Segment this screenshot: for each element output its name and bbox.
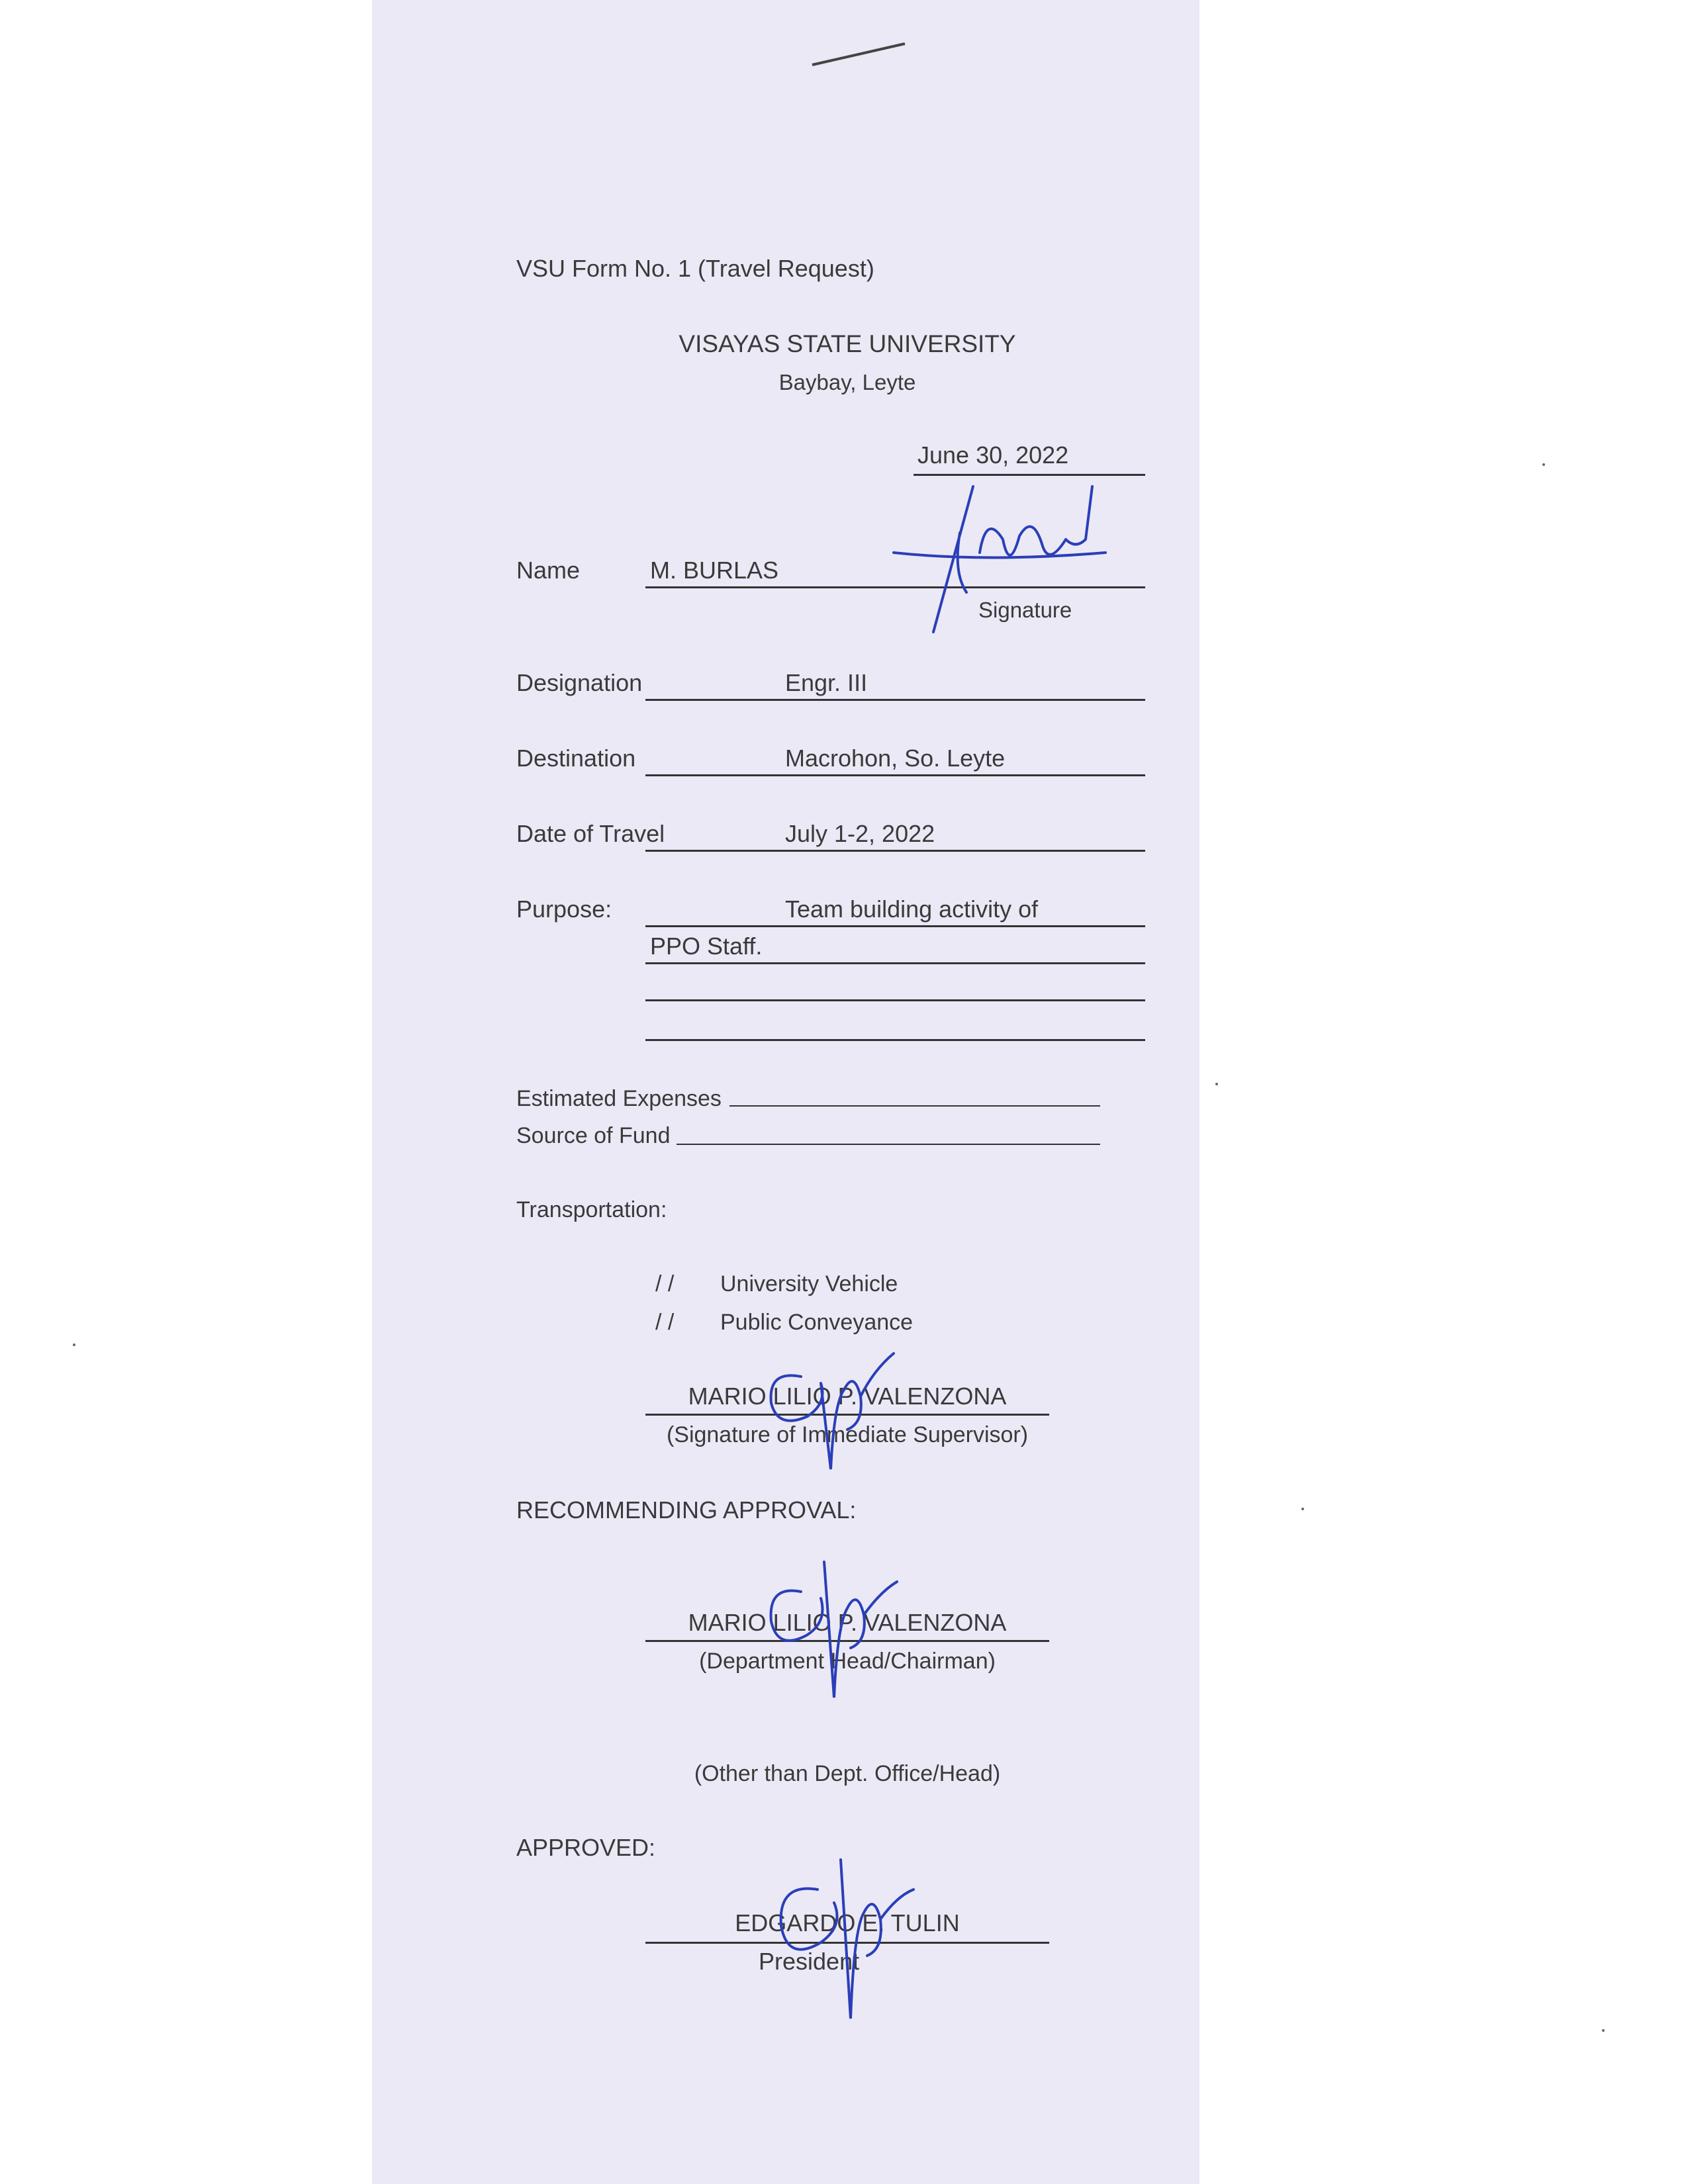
- designation-line: [645, 699, 1145, 701]
- purpose-line-2: PPO Staff.: [650, 933, 763, 960]
- scan-speck: [1215, 1083, 1218, 1085]
- estimated-expenses-label: Estimated Expenses: [516, 1086, 722, 1111]
- university-location: Baybay, Leyte: [778, 370, 916, 394]
- transportation-label: Transportation:: [516, 1197, 667, 1222]
- transport-option-public-conveyance: Public Conveyance: [720, 1310, 914, 1335]
- form-number: VSU Form No. 1 (Travel Request): [516, 255, 874, 282]
- university-name: VISAYAS STATE UNIVERSITY: [679, 330, 1016, 357]
- name-label: Name: [516, 557, 581, 584]
- approver-role: President: [759, 1948, 860, 1975]
- supervisor-role: (Signature of Immediate Supervisor): [666, 1422, 1029, 1447]
- scan-speck: [1301, 1508, 1304, 1510]
- other-than-dept-label: (Other than Dept. Office/Head): [694, 1761, 1001, 1786]
- estimated-expenses-line: [729, 1105, 1100, 1107]
- recommending-signature: [741, 1559, 914, 1714]
- requester-signature: [887, 473, 1112, 649]
- transport-mark-2: / /: [655, 1310, 675, 1335]
- designation-value: Engr. III: [785, 669, 868, 696]
- scan-speck: [1542, 463, 1545, 466]
- destination-label: Destination: [516, 745, 636, 772]
- approver-signature: [755, 1856, 927, 2032]
- purpose-line-1: Team building activity of: [785, 895, 1039, 923]
- transport-mark-1: / /: [655, 1271, 675, 1297]
- recommending-role: (Department Head/Chairman): [699, 1649, 996, 1674]
- source-of-fund-label: Source of Fund: [516, 1123, 671, 1148]
- scan-speck: [73, 1343, 75, 1346]
- source-of-fund-line: [677, 1144, 1100, 1145]
- recommending-name: MARIO LILIO P. VALENZONA: [688, 1609, 1007, 1636]
- supervisor-name: MARIO LILIO P. VALENZONA: [688, 1383, 1007, 1410]
- date-of-travel-value: July 1-2, 2022: [785, 820, 935, 847]
- designation-label: Designation: [516, 669, 643, 696]
- approved-heading: APPROVED:: [516, 1834, 656, 1861]
- destination-line: [645, 774, 1145, 776]
- recommending-heading: RECOMMENDING APPROVAL:: [516, 1496, 857, 1524]
- scan-speck: [1602, 2029, 1605, 2032]
- date-of-travel-label: Date of Travel: [516, 820, 665, 847]
- name-value: M. BURLAS: [650, 557, 779, 584]
- purpose-underline-3: [645, 999, 1145, 1001]
- request-date: June 30, 2022: [917, 441, 1069, 469]
- date-of-travel-line: [645, 850, 1145, 852]
- destination-value: Macrohon, So. Leyte: [785, 745, 1006, 772]
- purpose-label: Purpose:: [516, 895, 612, 923]
- transport-option-university-vehicle: University Vehicle: [720, 1271, 898, 1297]
- purpose-underline-1: [645, 925, 1145, 927]
- signature-label: Signature: [978, 598, 1072, 622]
- purpose-underline-2: [645, 962, 1145, 964]
- supervisor-signature: [741, 1350, 914, 1486]
- purpose-underline-4: [645, 1039, 1145, 1041]
- stray-pen-mark: [809, 41, 908, 68]
- approver-name: EDGARDO E. TULIN: [735, 1909, 960, 1936]
